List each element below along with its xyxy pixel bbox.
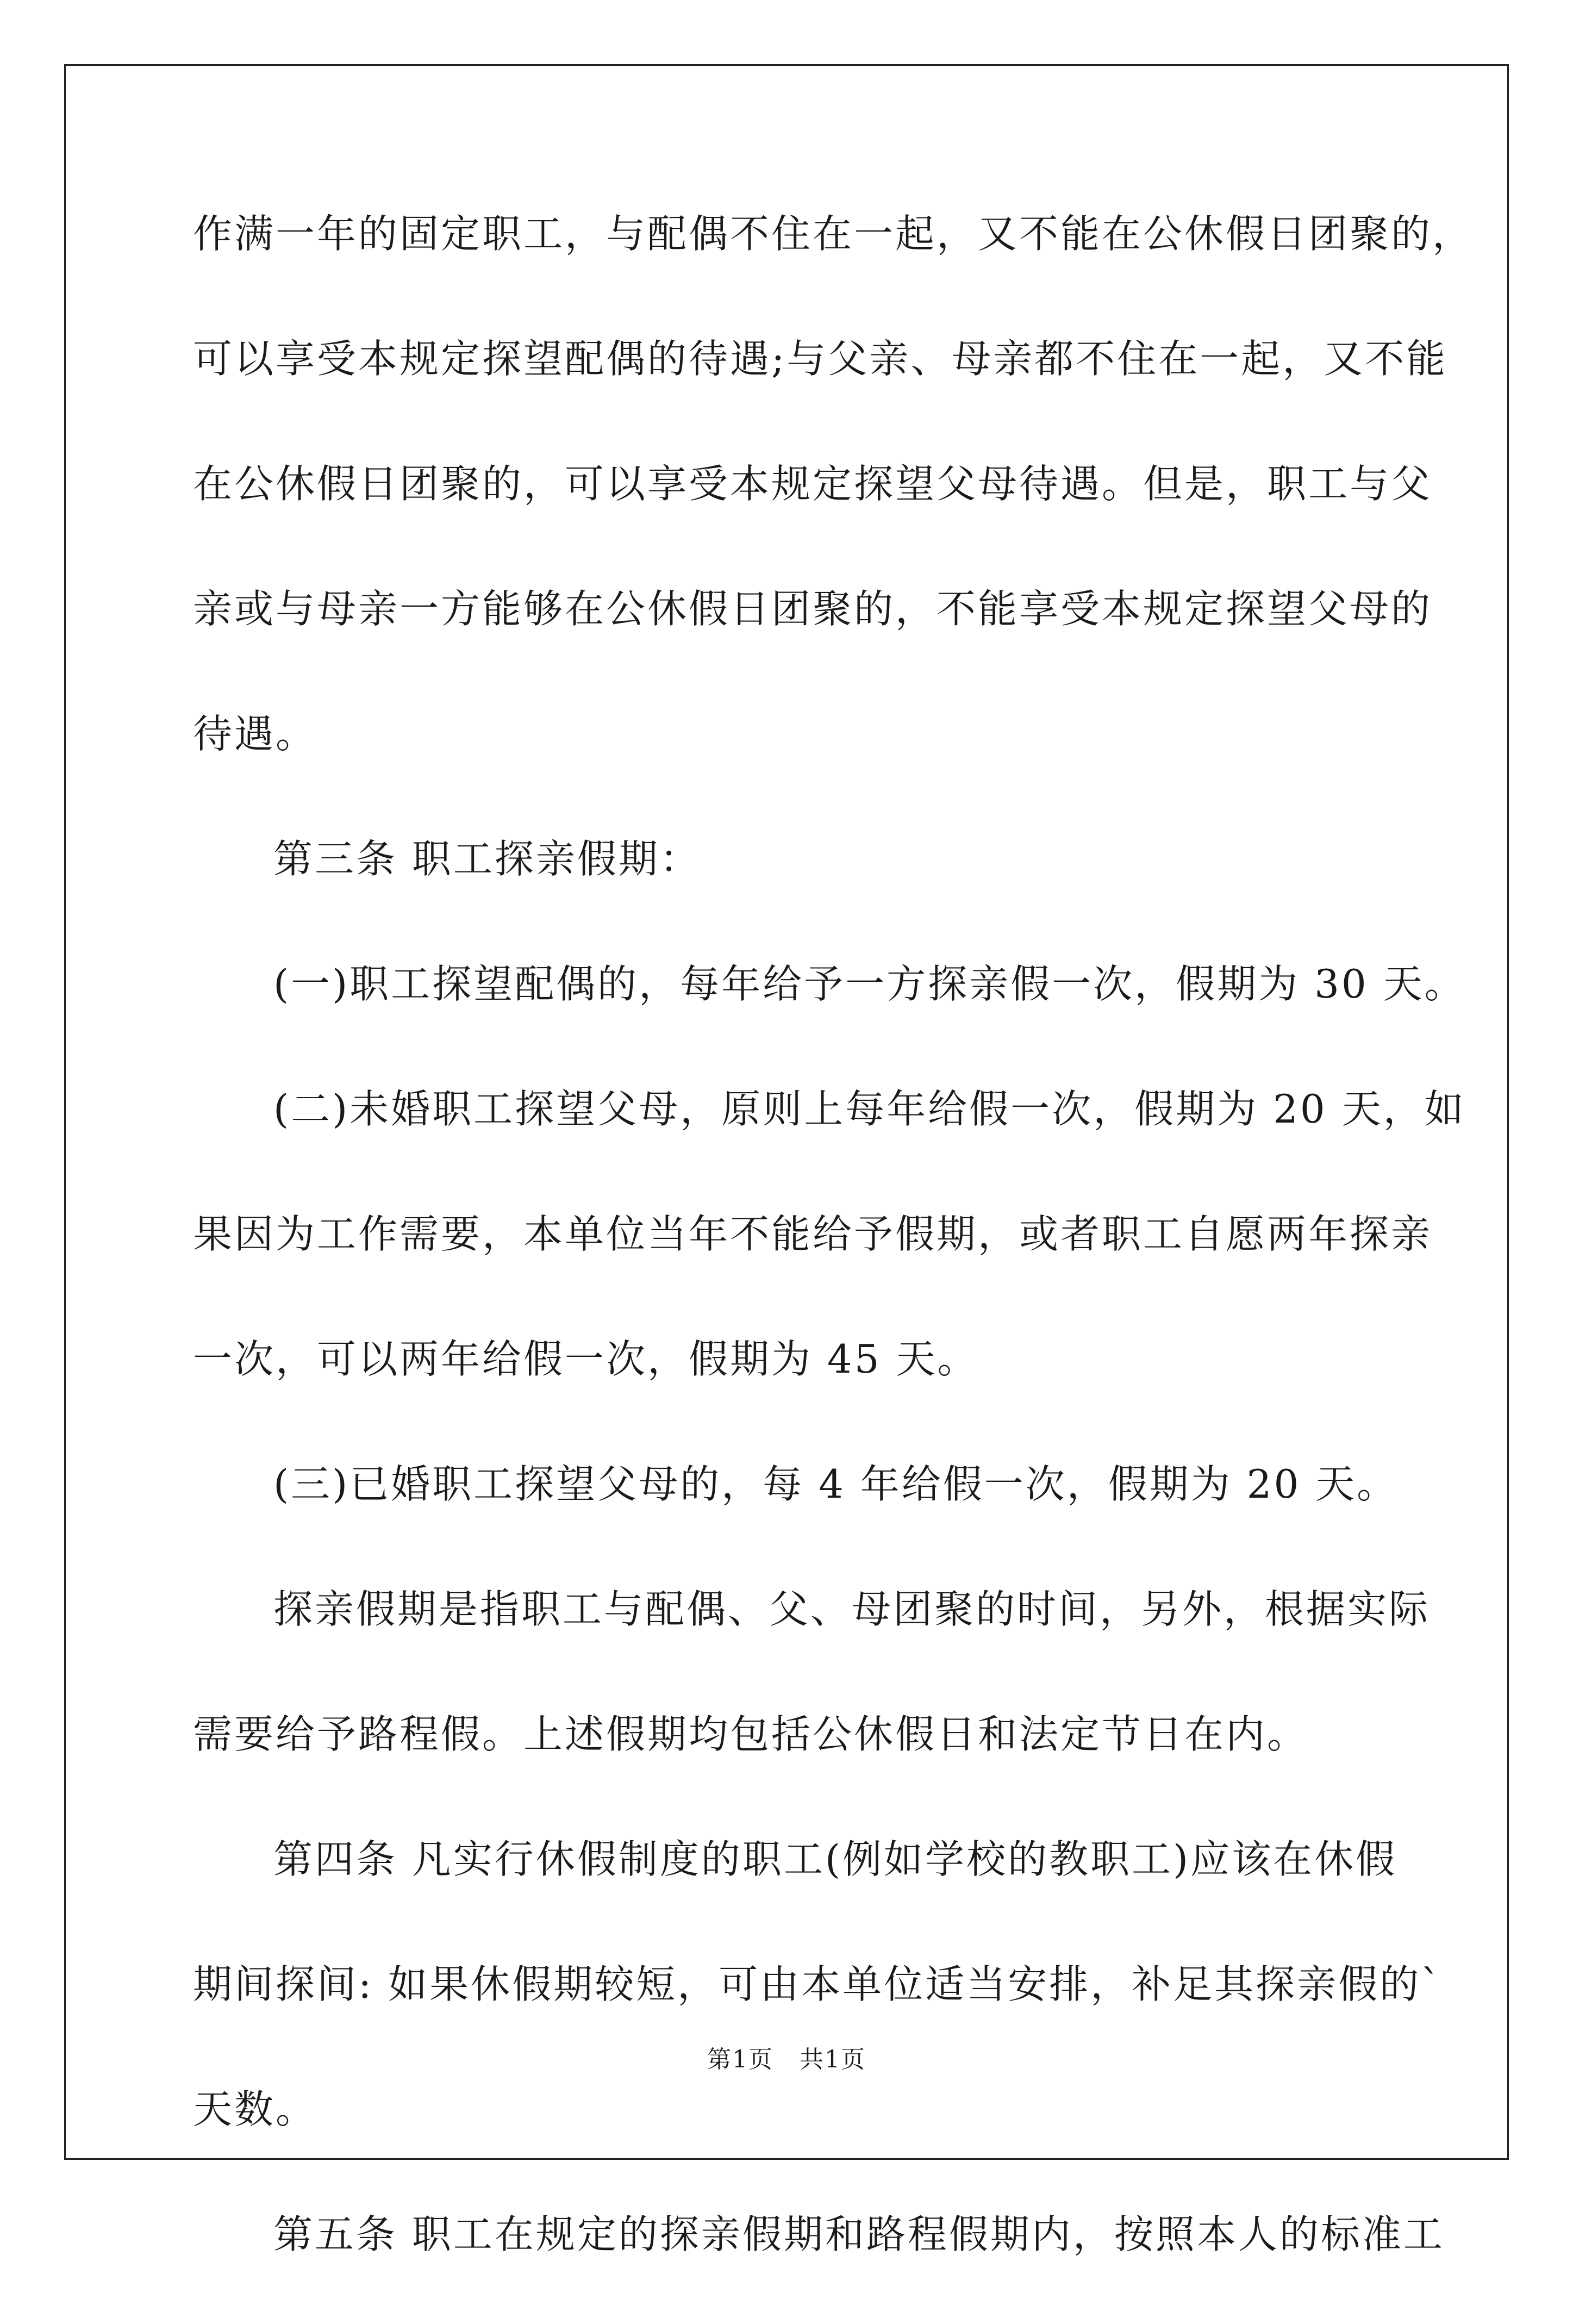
- text-line: (三)已婚职工探望父母的，每 4 年给假一次，假期为 20 天。: [273, 1461, 1399, 1507]
- text-line: 需要给予路程假。上述假期均包括公休假日和法定节日在内。: [193, 1711, 1309, 1757]
- text-line: (二)未婚职工探望父母，原则上每年给假一次，假期为 20 天，如: [273, 1086, 1466, 1132]
- text-line: 亲或与母亲一方能够在公休假日团聚的，不能享受本规定探望父母的: [193, 586, 1433, 632]
- text-line: (一)职工探望配偶的，每年给予一方探亲假一次，假期为 30 天。: [273, 961, 1466, 1007]
- article-5-text: 第五条 职工在规定的探亲假期和路程假期内，按照本人的标准工: [273, 2211, 1445, 2257]
- text-line: 果因为工作需要，本单位当年不能给予假期，或者职工自愿两年探亲: [193, 1211, 1433, 1257]
- article-4-text: 第四条 凡实行休假制度的职工(例如学校的教职工)应该在休假: [273, 1836, 1397, 1882]
- text-line: 作满一年的固定职工，与配偶不住在一起，又不能在公休假日团聚的，: [193, 211, 1474, 257]
- page-footer: 第1页 共1页: [707, 2046, 866, 2073]
- text-line: 可以享受本规定探望配偶的待遇;与父亲、母亲都不住在一起，又不能: [193, 336, 1448, 382]
- text-line: 在公休假日团聚的，可以享受本规定探望父母待遇。但是，职工与父: [193, 461, 1433, 507]
- text-line: 期间探间: 如果休假期较短，可由本单位适当安排，补足其探亲假的`: [193, 1961, 1443, 2007]
- document-body: [193, 198, 1474, 2324]
- text-line: 待遇。: [193, 711, 317, 757]
- article-3-heading: 第三条 职工探亲假期：: [273, 836, 701, 882]
- text-line: 探亲假期是指职工与配偶、父、母团聚的时间，另外，根据实际: [273, 1586, 1431, 1632]
- text-line: 一次，可以两年给假一次，假期为 45 天。: [193, 1336, 979, 1382]
- text-line: 天数。: [193, 2086, 317, 2132]
